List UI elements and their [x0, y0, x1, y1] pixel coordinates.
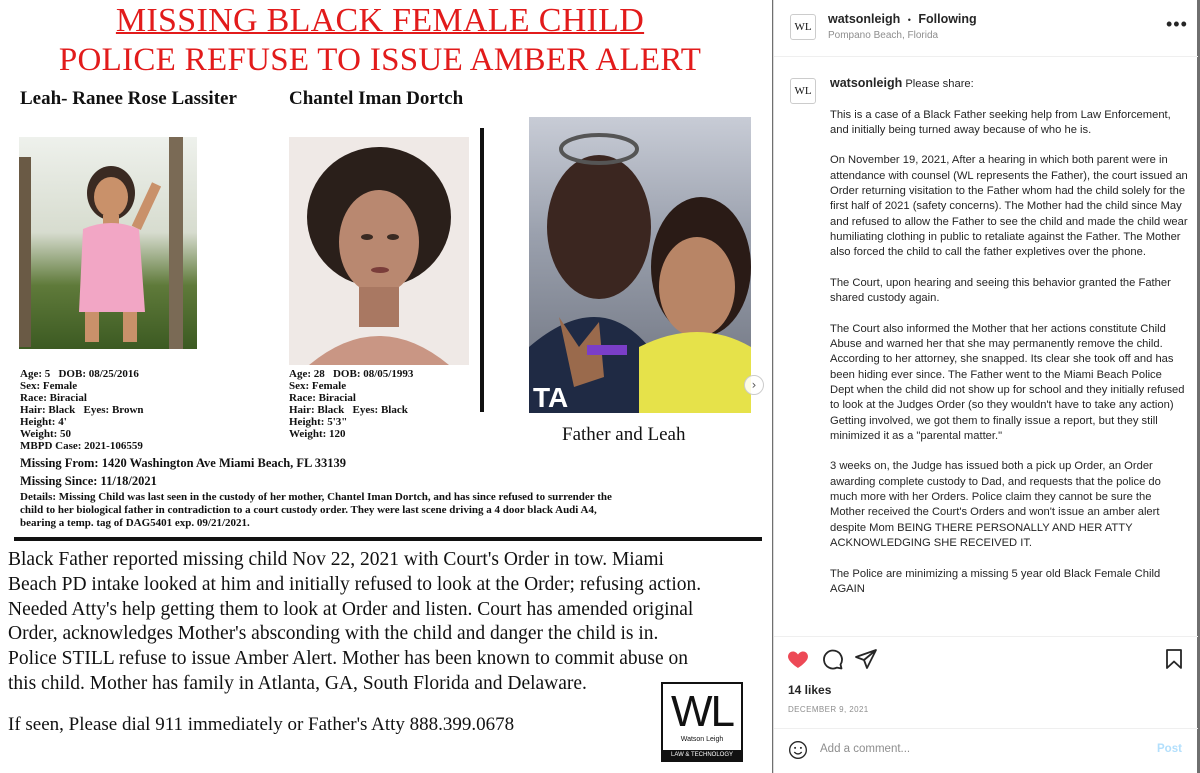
- share-icon[interactable]: [854, 647, 878, 671]
- body-line: Police STILL refuse to issue Amber Alert. Mother has been known to commit abuse on: [8, 648, 689, 670]
- username-link[interactable]: watsonleigh: [828, 12, 901, 26]
- logo-mark: WL: [671, 687, 733, 736]
- comment-bar: [774, 728, 1198, 773]
- watson-leigh-logo: [661, 682, 743, 762]
- separator-dot: •: [907, 15, 911, 25]
- caption-paragraph: The Court also informed the Mother that her actions constitute Child Abuse and warned her that she may permanently remove the child. According to her attorney, she snapped. Its clear she took off and has been hiding ever since. The Father went to the Miami Beach Police Dept when the child did not show up for school and they initially refused to look at the Judges Order (so they wouldn't have to take any action) Getting involved, we got them to finally issue a report, but they still minimized it as a "parental matter.": [830, 322, 1185, 442]
- logo-tagline: LAW & TECHNOLOGY: [663, 750, 741, 760]
- post-side-panel: [773, 0, 1197, 773]
- mother-name: Chantel Iman Dortch: [289, 88, 464, 109]
- child-photo-illustration: [19, 137, 197, 349]
- post-caption: [830, 76, 1188, 636]
- body-line: Needed Atty's help getting them to look at Order and listen. Court has amended original: [8, 598, 694, 620]
- body-line: Beach PD intake looked at him and initially refused to look at the Order; refusing action.: [8, 573, 702, 595]
- details-text: Details: Missing Child was last seen in the custody of her mother, Chantel Iman Dortch, and has since refused to surrender the child to her biological father in contradiction to a court custody order. They were last scene driving a 4 door black Audi A4, bearing a temp. tag of DAG5401 exp. 09/21/2021.: [20, 491, 612, 529]
- post-actions: [774, 636, 1198, 736]
- likes-count[interactable]: 14 likes: [788, 683, 832, 697]
- comment-input[interactable]: Add a comment...: [820, 743, 911, 755]
- post-comment-button[interactable]: Post: [1157, 743, 1182, 755]
- child-name: Leah- Ranee Rose Lassiter: [20, 88, 237, 109]
- father-and-child-illustration: [529, 117, 751, 413]
- logo-name: Watson Leigh: [680, 736, 724, 743]
- flyer-title: MISSING BLACK FEMALE CHILD: [115, 2, 645, 39]
- comment-icon[interactable]: [820, 647, 844, 671]
- child-stats: Age: 5 DOB: 08/25/2016 Sex: Female Race: Biracial Hair: Black Eyes: Brown Height: 4' Weight: 50 MBPD Case: 2021-106559: [20, 368, 144, 452]
- emoji-icon[interactable]: [788, 740, 808, 760]
- missing-since: Missing Since: 11/18/2021: [20, 474, 157, 488]
- header-user: [828, 12, 977, 26]
- caption-paragraph: 3 weeks on, the Judge has issued both a pick up Order, an Order awarding complete custody to Dad, and requests that the police do much more with her Orders. Police claim they cannot be sure the Mother received the Court's Orders and won't issue an amber alert despite Mom BEING THERE PERSONALLY AND HER ATTY ACKNOWLEDGING SHE RECEIVED IT.: [830, 460, 1161, 549]
- chevron-right-icon: ›: [751, 378, 757, 392]
- missing-from: Missing From: 1420 Washington Ave Miami Beach, FL 33139: [20, 456, 347, 470]
- caption-username[interactable]: watsonleigh: [830, 76, 903, 90]
- vertical-divider: [480, 128, 484, 412]
- body-line: this child. Mother has family in Atlanta, GA, South Florida and Delaware.: [8, 672, 587, 694]
- body-line: Black Father reported missing child Nov 22, 2021 with Court's Order in tow. Miami: [8, 549, 664, 570]
- father-and-child-photo: [529, 117, 751, 413]
- next-image-button[interactable]: [744, 375, 764, 395]
- flyer-body-text: [8, 548, 768, 697]
- body-line: Order, acknowledges Mother's absconding with the child and danger the child is in.: [8, 623, 659, 645]
- photo-caption: Father and Leah: [562, 424, 686, 445]
- more-horizontal-icon: •••: [1166, 14, 1188, 34]
- post-date: DECEMBER 9, 2021: [788, 705, 869, 714]
- post-header: [774, 0, 1198, 57]
- caption-intro: Please share:: [905, 78, 974, 90]
- location-link[interactable]: Pompano Beach, Florida: [828, 30, 939, 41]
- mother-photo-illustration: [289, 137, 469, 365]
- following-button[interactable]: Following: [918, 12, 977, 26]
- heart-icon[interactable]: [786, 647, 810, 671]
- horizontal-divider: [14, 537, 762, 541]
- caption-paragraph: On November 19, 2021, After a hearing in which both parent were in attendance with counsel (WL represents the Father), the court issued an Order returning visitation to the Father whom had the child solely for the first half of 2021 (safety concerns). The Mother had the child since May and refused to allow the Father to see the child and made the child wear humiliating clothing in public to retaliate against the Father. The Mother also forced the child to call the father expletives over the phone.: [830, 154, 1188, 259]
- caption-paragraph: This is a case of a Black Father seeking help from Law Enforcement, and initially being turned away because of who he is.: [830, 108, 1171, 136]
- contact-line: If seen, Please dial 911 immediately or Father's Atty 888.399.0678: [8, 714, 515, 735]
- child-photo: [19, 137, 197, 349]
- bookmark-icon[interactable]: [1162, 647, 1186, 671]
- flyer-subtitle: POLICE REFUSE TO ISSUE AMBER ALERT: [58, 42, 702, 78]
- more-options-button[interactable]: [1166, 14, 1188, 35]
- svg-text:TA: TA: [533, 382, 569, 413]
- caption-avatar[interactable]: WL: [790, 78, 816, 104]
- caption-paragraph: The Police are minimizing a missing 5 year old Black Female Child AGAIN: [830, 567, 1161, 595]
- mother-stats: Age: 28 DOB: 08/05/1993 Sex: Female Race: Biracial Hair: Black Eyes: Black Height: 5'3" Weight: 120: [289, 368, 414, 440]
- mother-photo: [289, 137, 469, 365]
- avatar[interactable]: WL: [790, 14, 816, 40]
- caption-paragraph: The Court, upon hearing and seeing this behavior granted the Father shared custody again.: [830, 276, 1171, 305]
